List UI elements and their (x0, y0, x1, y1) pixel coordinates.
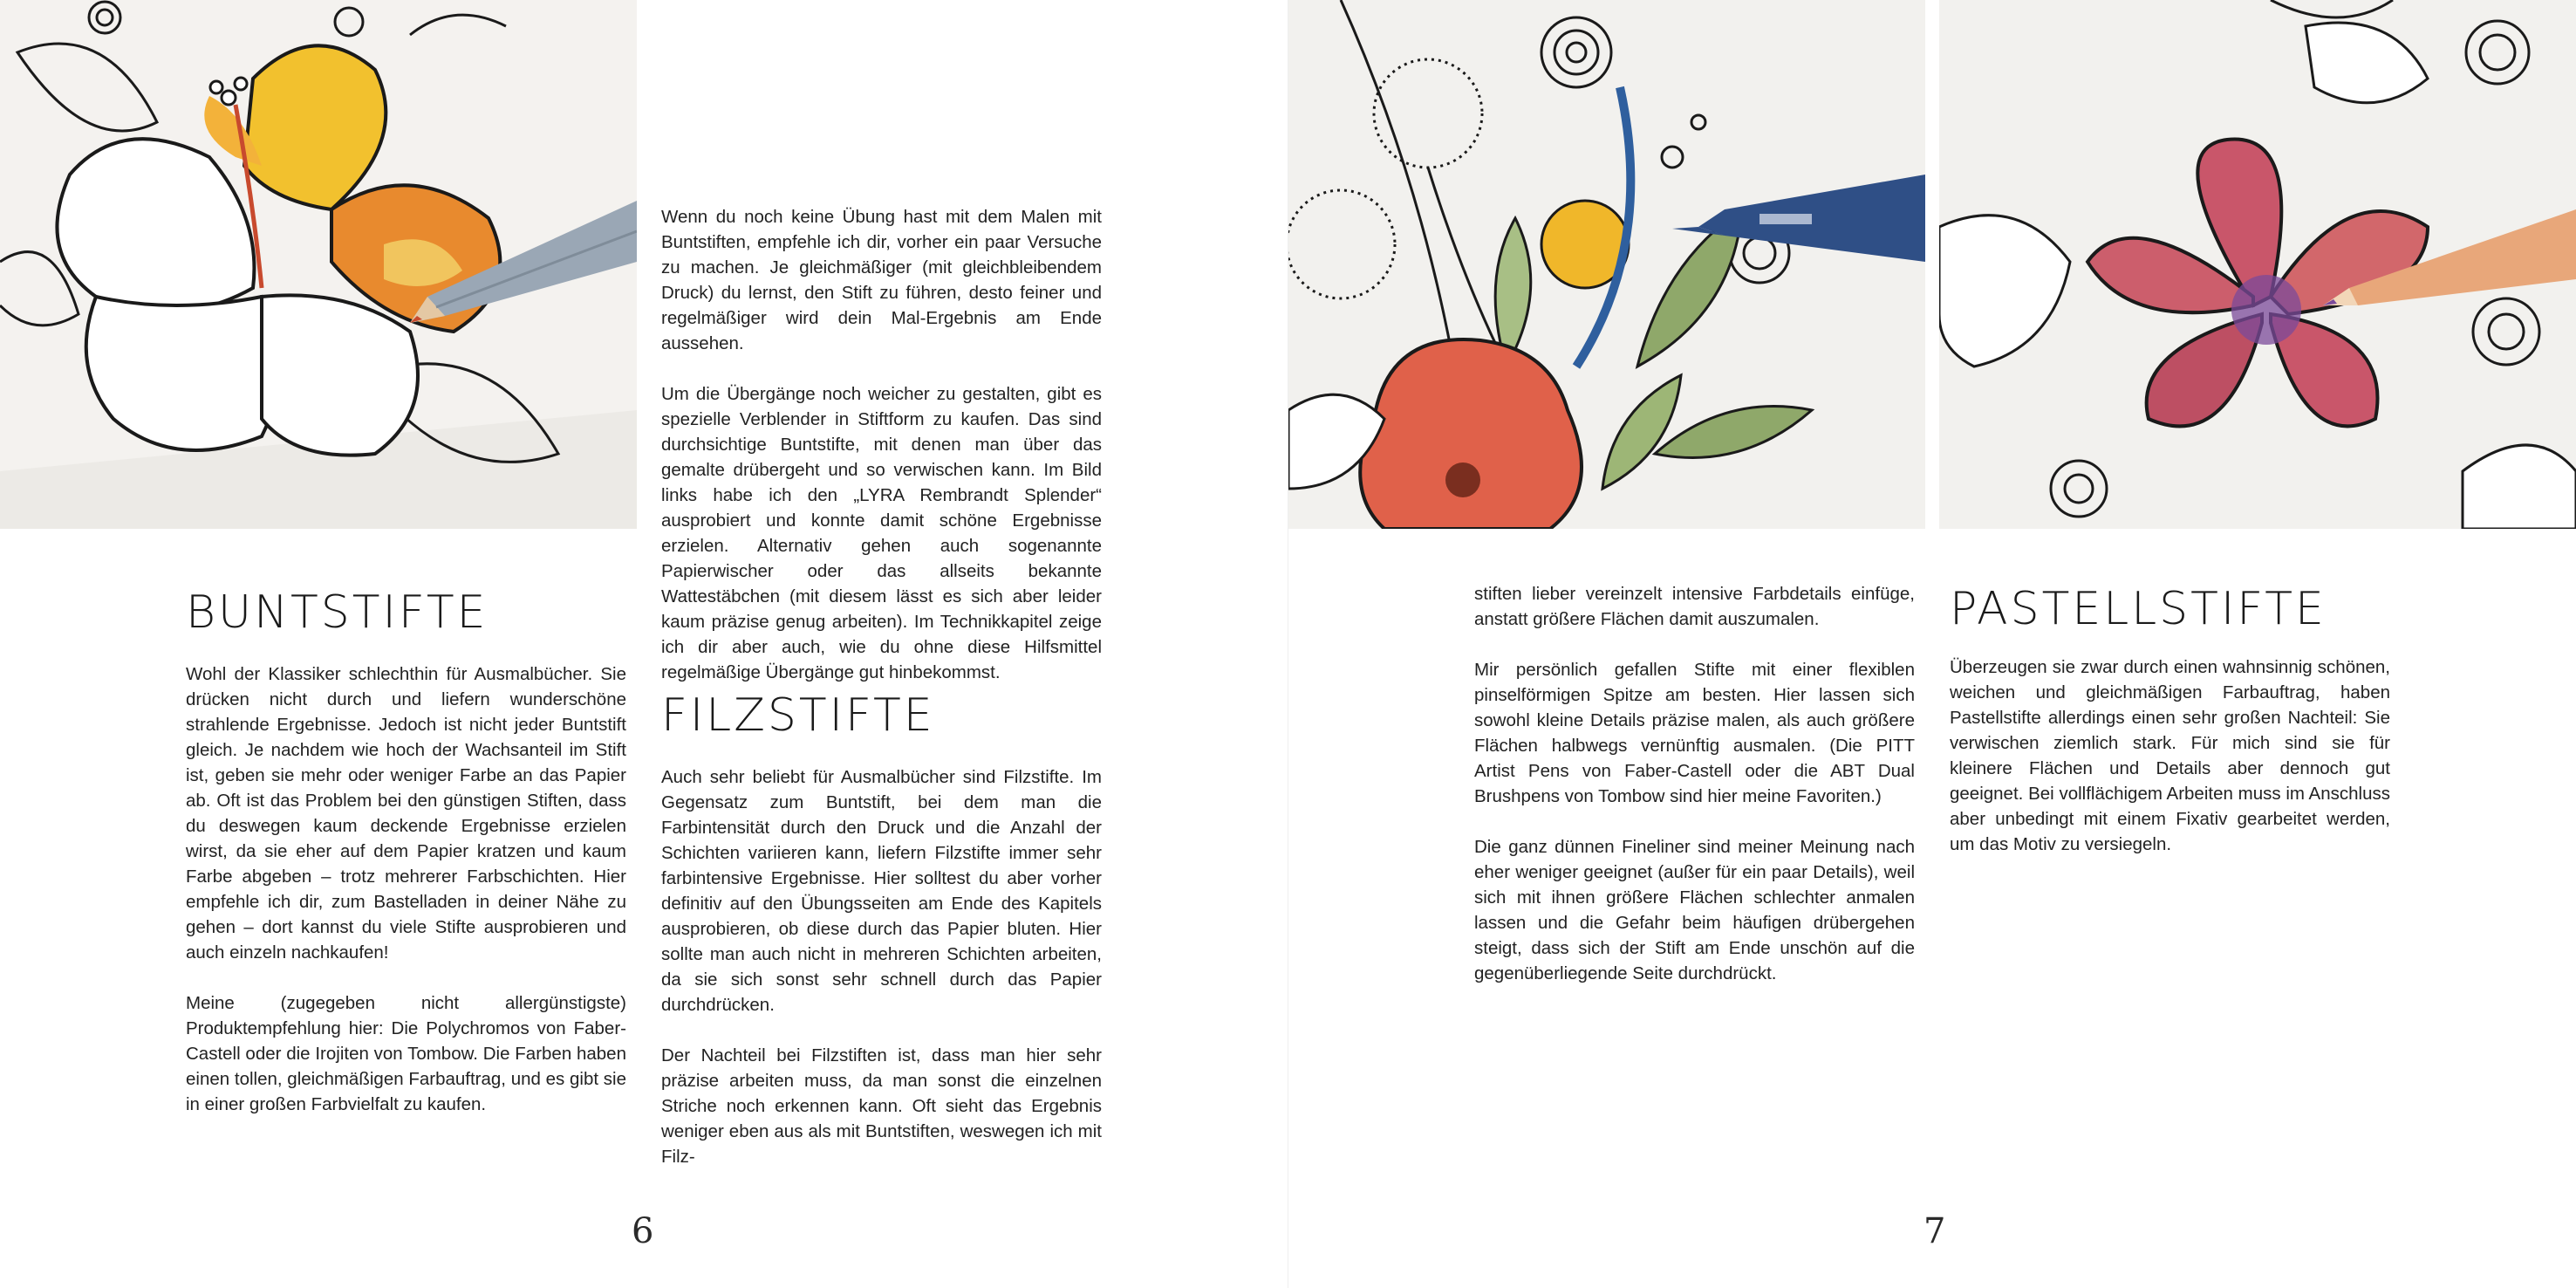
buntstifte-continued-column (661, 204, 1102, 685)
section-heading-buntstifte: BUNTSTIFTE (186, 586, 489, 639)
pastellstifte-text-column (1950, 654, 2390, 857)
body-paragraph: Meine (zugegeben nicht allergünstigste) Produktempfehlung hier: Die Polychromos von Faber-Castell oder die Irojiten von Tombow. Die Farben haben einen tollen, gleichmäßigen Farbauftrag, und es gibt sie in einer großen Farbvielfalt zu kaufen. (186, 993, 626, 1114)
filzstifte-continued-column (1474, 581, 1915, 986)
hibiscus-illustration (0, 0, 637, 529)
body-paragraph: stiften lieber vereinzelt intensive Farbdetails einfüge, anstatt größere Flächen damit auszumalen. (1474, 584, 1915, 629)
section-heading-filzstifte: FILZSTIFTE (661, 689, 935, 742)
body-paragraph: Die ganz dünnen Fineliner sind meiner Meinung nach eher weniger geeignet (außer für ein paar Details), weil sich mit ihnen größere Flächen schlechter anmalen lassen und die Gefahr beim häufigen drübergehen steigt, dass sich der Stift am Ende unschön auf die gegenüberliegende Seite durchdrückt. (1474, 837, 1915, 983)
right-page (1288, 0, 2576, 1288)
pastel-pencil-flower-photo (1939, 0, 2576, 529)
body-paragraph: Wohl der Klassiker schlechthin für Ausmalbücher. Sie drücken nicht durch und liefern wunderschöne strahlende Ergebnisse. Jedoch ist nicht jeder Buntstift gleich. Je nachdem wie hoch der Wachsanteil im Stift ist, geben sie mehr oder weniger Farbe an das Papier ab. Oft ist das Problem bei den günstigen Stiften, dass du deswegen kaum deckende Ergebnisse erzielen wirst, da sie eher auf dem Papier kratzen und kaum Farbe abgeben – trotz mehrerer Farbschichten. Hier empfehle ich dir, zum Bastelladen in deiner Nähe zu gehen – dort kannst du viele Stifte ausprobieren und auch einzeln nachkaufen! (186, 664, 626, 963)
filzstifte-text-column (661, 764, 1102, 1169)
section-heading-pastellstifte: PASTELLSTIFTE (1950, 583, 2327, 635)
felt-pen-illustration (1288, 0, 1925, 529)
body-paragraph: Mir persönlich gefallen Stifte mit einer flexiblen pinselförmigen Spitze am besten. Hier lassen sich sowohl kleine Details präzise malen, als auch größere Flächen halbwegs vernünftig ausmalen. (Die PITT Artist Pens von Faber-Castell oder die ABT Dual Brushpens von Tombow sind hier meine Favoriten.) (1474, 660, 1915, 806)
colored-pencil-hibiscus-photo (0, 0, 637, 529)
body-paragraph: Auch sehr beliebt für Ausmalbücher sind Filzstifte. Im Gegensatz zum Buntstift, bei dem man die Farbintensität durch den Druck und die Anzahl der Schichten variieren kann, liefern Filzstifte immer sehr farbintensive Ergebnisse. Hier solltest du aber vorher definitiv auf den Übungsseiten am Ende des Kapitels ausprobieren, ob diese durch das Papier bluten. Hier sollte man auch nicht in mehreren Schichten arbeiten, da sie sich sonst sehr schnell durch das Papier durchdrücken. (661, 767, 1102, 1015)
body-paragraph: Überzeugen sie zwar durch einen wahnsinnig schönen, weichen und gleichmäßigen Farbauftrag, haben Pastellstifte allerdings einen sehr großen Nachteil: Sie verwischen ziemlich stark. Für mich sind sie für kleinere Flächen und Details aber dennoch gut geeignet. Bei vollflächigem Arbeiten muss im Anschluss aber unbedingt mit einem Fixativ gearbeitet werden, um das Motiv zu versiegeln. (1950, 657, 2390, 854)
page-number-left: 6 (632, 1211, 654, 1251)
body-paragraph: Der Nachteil bei Filzstiften ist, dass man hier sehr präzise arbeiten muss, da man sonst die einzelnen Striche noch erkennen kann. Oft sieht das Ergebnis weniger eben aus als mit Buntstiften, weswegen ich mit Filz- (661, 1045, 1102, 1167)
pastel-flower-illustration (1939, 0, 2576, 529)
body-paragraph: Wenn du noch keine Übung hast mit dem Malen mit Buntstiften, empfehle ich dir, vorher ein paar Versuche zu machen. Je gleichmäßiger (mit gleichbleibendem Druck) du lernst, den Stift zu führen, desto feiner und regelmäßiger wird dein Mal-Ergebnis am Ende aussehen. (661, 207, 1102, 353)
felt-pen-flowers-photo (1288, 0, 1925, 529)
page-number-right: 7 (1923, 1211, 1946, 1251)
buntstifte-text-column (186, 661, 626, 1117)
body-paragraph: Um die Übergänge noch weicher zu gestalten, gibt es spezielle Verblender in Stiftform zu kaufen. Das sind durchsichtige Buntstifte, mit denen man über das gemalte drübergeht und so verwischen kann. Im Bild links habe ich den „LYRA Rembrandt Splender“ ausprobiert und konnte damit schöne Ergebnisse erzielen. Alternativ gehen auch sogenannte Papierwischer oder das allseits bekannte Wattestäbchen (mit diesem lässt es sich aber leider kaum präzise genug arbeiten). Im Technikkapitel zeige ich dir aber auch, wie du ohne diese Hilfsmittel regelmäßige Übergänge gut hinbekommst. (661, 384, 1102, 682)
